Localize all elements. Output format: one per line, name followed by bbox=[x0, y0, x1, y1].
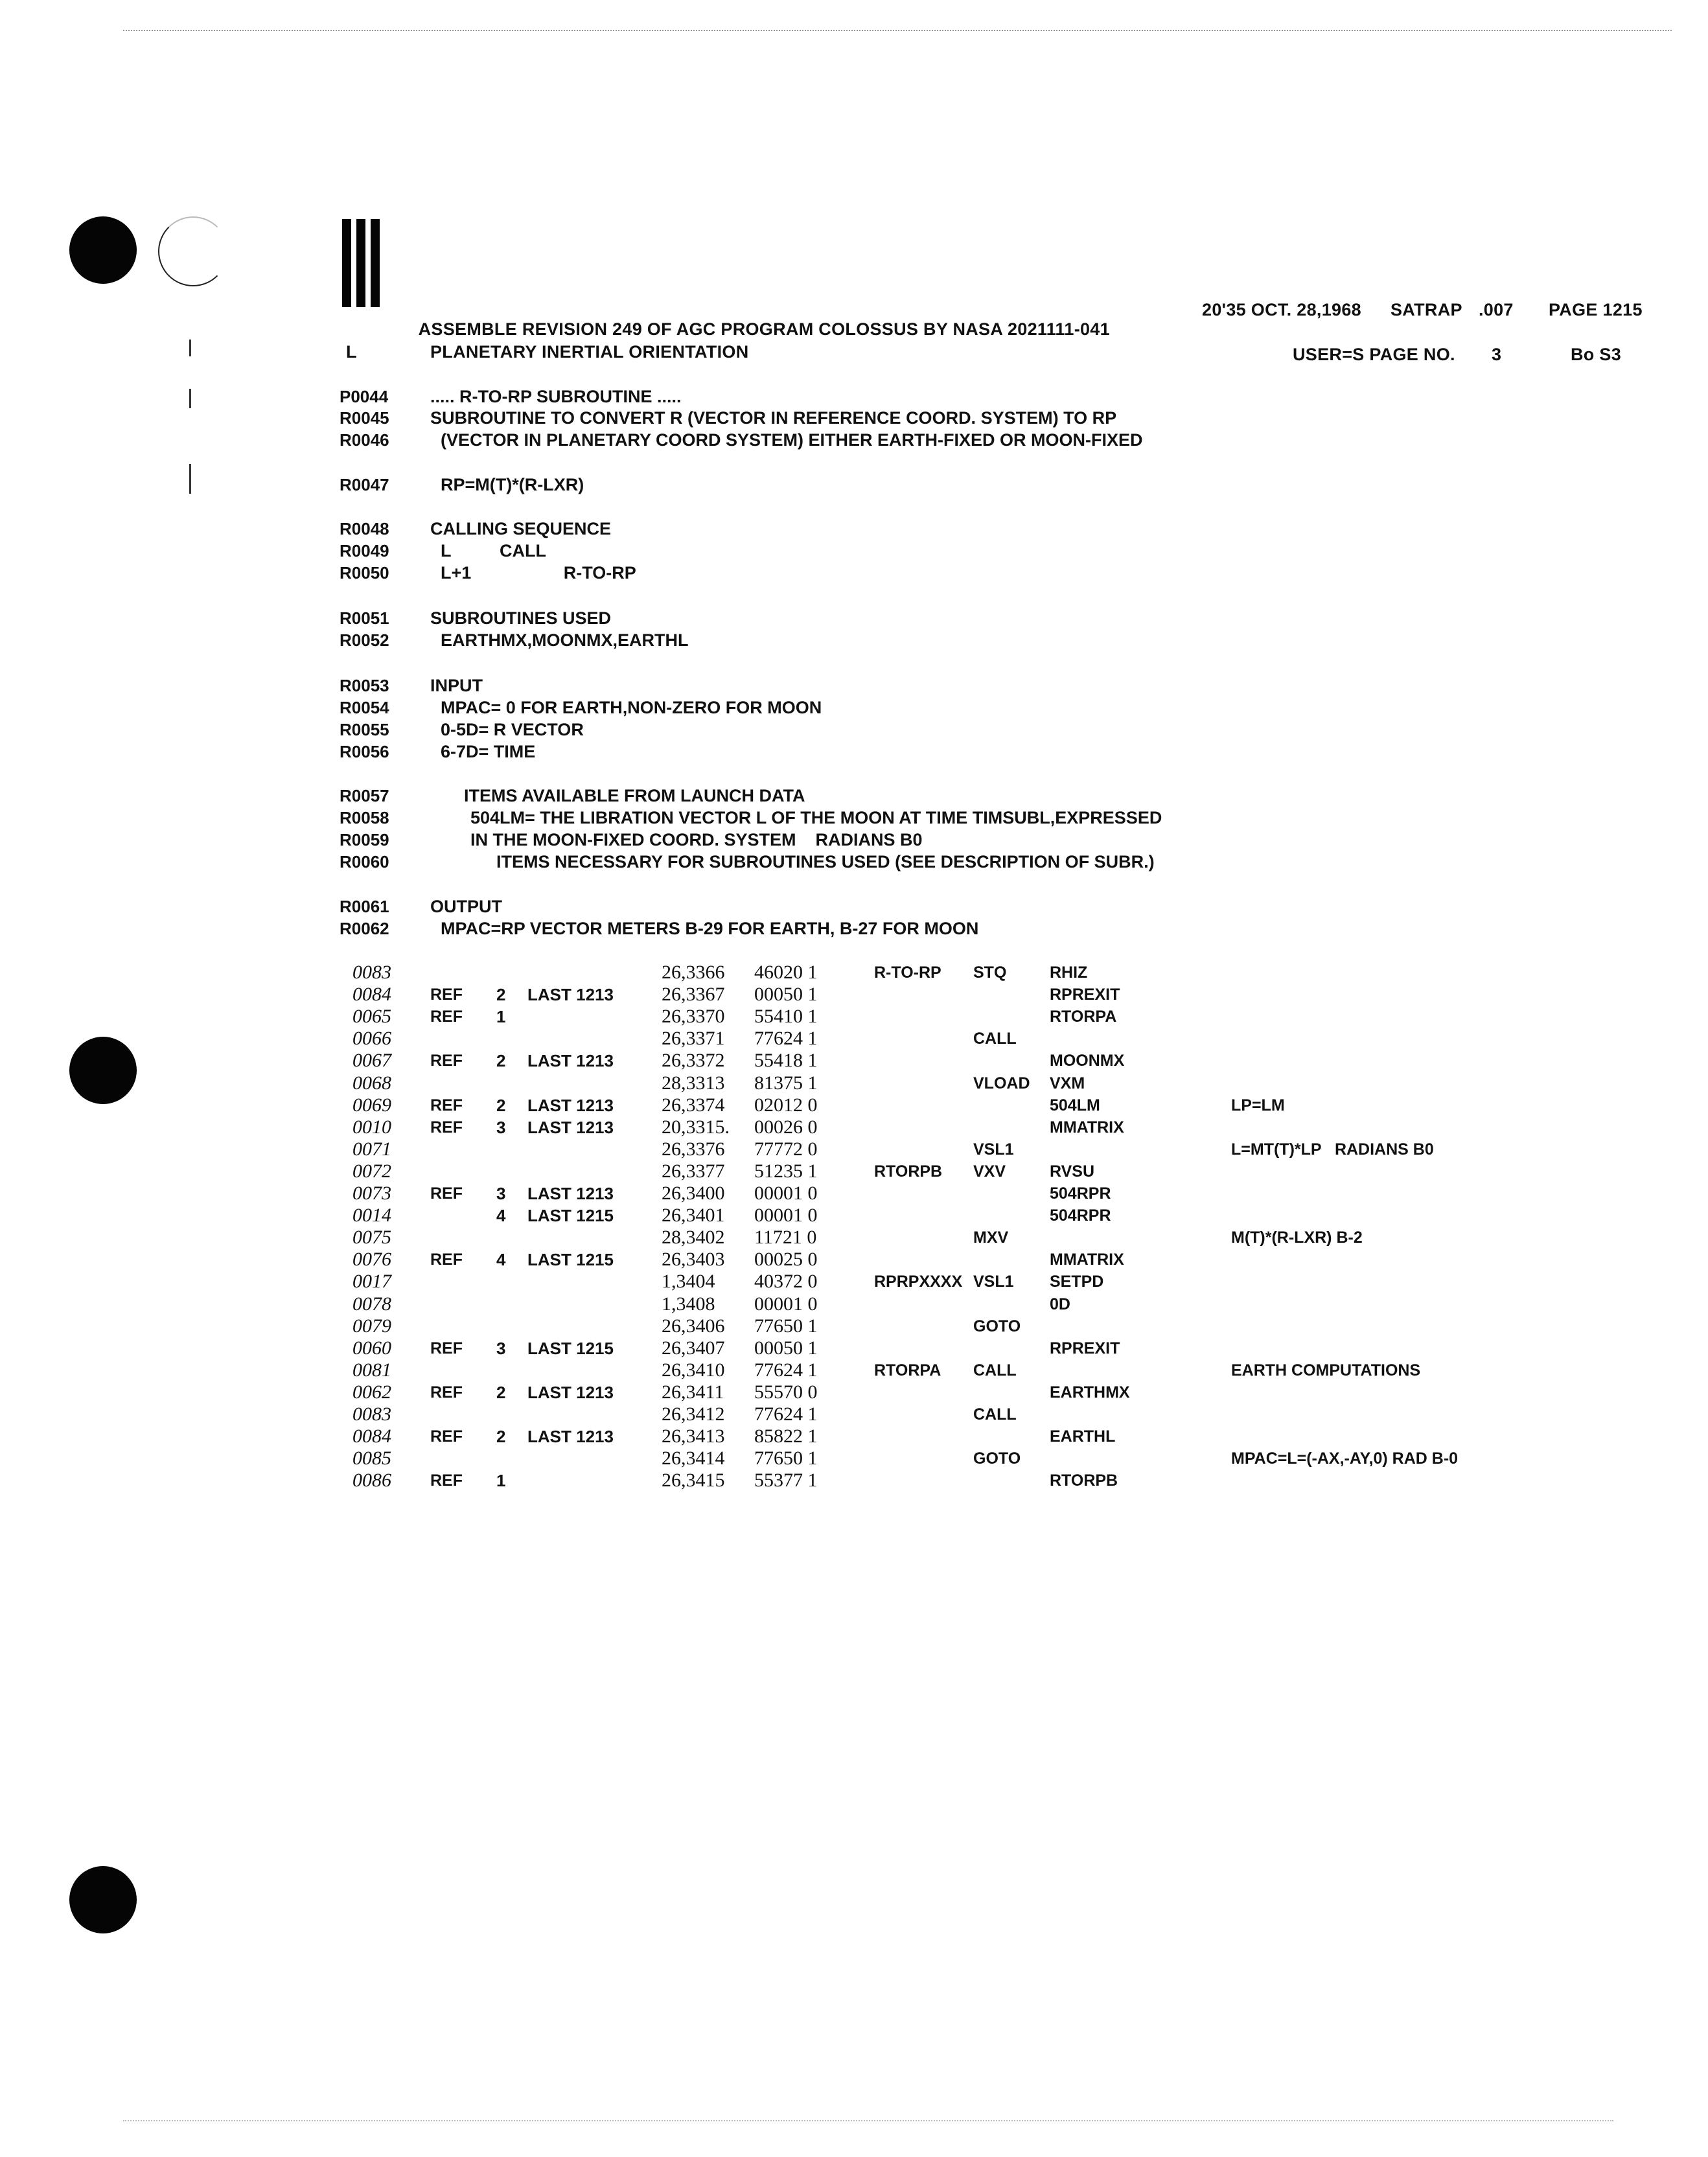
punch-hole-bottom bbox=[69, 1866, 137, 1933]
code-row bbox=[0, 1470, 1708, 1492]
octal-word: 85822 1 bbox=[754, 1425, 818, 1448]
address: 1,3408 bbox=[662, 1293, 715, 1315]
operand: RHIZ bbox=[1050, 963, 1088, 982]
remark-seq: R0060 bbox=[340, 852, 389, 871]
last-page: LAST 1215 bbox=[527, 1206, 614, 1226]
section-letter: L bbox=[346, 342, 357, 362]
address: 26,3413 bbox=[662, 1425, 725, 1448]
octal-word: 77772 0 bbox=[754, 1138, 818, 1160]
remark-seq: R0058 bbox=[340, 808, 389, 827]
remark-text: IN THE MOON-FIXED COORD. SYSTEM RADIANS B0 bbox=[470, 830, 923, 849]
last-page: LAST 1213 bbox=[527, 1117, 614, 1137]
remark-text: MPAC=RP VECTOR METERS B-29 FOR EARTH, B-27 FOR MOON bbox=[441, 919, 979, 938]
address: 28,3313 bbox=[662, 1072, 725, 1094]
address: 26,3376 bbox=[662, 1138, 725, 1160]
remark-seq: R0049 bbox=[340, 541, 389, 560]
opcode: CALL bbox=[973, 1030, 1017, 1048]
octal-word: 55377 1 bbox=[754, 1470, 818, 1492]
line-seq: 0017 bbox=[352, 1271, 391, 1293]
code-row bbox=[0, 1205, 1708, 1227]
line-seq: 0014 bbox=[352, 1205, 391, 1227]
line-seq: 0010 bbox=[352, 1116, 391, 1138]
ref-count: 4 bbox=[496, 1206, 506, 1226]
code-row bbox=[0, 1116, 1708, 1138]
remark-seq: R0057 bbox=[340, 786, 389, 805]
remark-seq: R0047 bbox=[340, 475, 389, 494]
line-seq: 0060 bbox=[352, 1337, 391, 1359]
code-row bbox=[0, 1425, 1708, 1448]
octal-word: 11721 0 bbox=[754, 1227, 817, 1249]
code-row bbox=[0, 1138, 1708, 1160]
address: 26,3412 bbox=[662, 1403, 725, 1425]
operand: VXM bbox=[1050, 1074, 1085, 1092]
line-seq: 0076 bbox=[352, 1249, 391, 1271]
ref-flag: REF bbox=[430, 986, 463, 1004]
last-page: LAST 1215 bbox=[527, 1250, 614, 1270]
ref-flag: REF bbox=[430, 1008, 463, 1026]
octal-word: 00001 0 bbox=[754, 1205, 818, 1227]
comment: LP=LM bbox=[1231, 1096, 1285, 1114]
remark-text: 6-7D= TIME bbox=[441, 742, 536, 761]
ref-flag: REF bbox=[430, 1118, 463, 1136]
code-row bbox=[0, 1315, 1708, 1337]
address: 26,3414 bbox=[662, 1448, 725, 1470]
line-seq: 0083 bbox=[352, 962, 391, 983]
address: 26,3370 bbox=[662, 1006, 725, 1028]
ref-count: 1 bbox=[496, 1007, 506, 1027]
operand: RPREXIT bbox=[1050, 986, 1120, 1004]
opcode: MXV bbox=[973, 1228, 1009, 1247]
operand: SETPD bbox=[1050, 1273, 1104, 1291]
remark-seq: R0050 bbox=[340, 563, 389, 583]
line-seq: 0084 bbox=[352, 1425, 391, 1448]
last-page: LAST 1213 bbox=[527, 985, 614, 1005]
remark-text: SUBROUTINE TO CONVERT R (VECTOR IN REFERENCE COORD. SYSTEM) TO RP bbox=[430, 408, 1117, 428]
opcode: CALL bbox=[973, 1405, 1017, 1424]
satrap-label: SATRAP bbox=[1391, 300, 1462, 319]
last-page: LAST 1215 bbox=[527, 1338, 614, 1358]
code-row bbox=[0, 1050, 1708, 1072]
ref-flag: REF bbox=[430, 1052, 463, 1070]
remark-text: ..... R-TO-RP SUBROUTINE ..... bbox=[430, 387, 682, 406]
remark-text: MPAC= 0 FOR EARTH,NON-ZERO FOR MOON bbox=[441, 698, 822, 717]
label: RTORPA bbox=[874, 1361, 941, 1379]
opcode: GOTO bbox=[973, 1317, 1021, 1335]
remark-seq: R0048 bbox=[340, 519, 389, 538]
page-edge-bottom bbox=[123, 2120, 1613, 2121]
octal-word: 77624 1 bbox=[754, 1359, 818, 1381]
code-row bbox=[0, 962, 1708, 984]
address: 26,3401 bbox=[662, 1205, 725, 1227]
octal-word: 51235 1 bbox=[754, 1160, 818, 1182]
remark-text: L+1 R-TO-RP bbox=[441, 563, 636, 583]
version-label: .007 bbox=[1479, 300, 1514, 319]
ref-count: 4 bbox=[496, 1250, 506, 1270]
address: 26,3415 bbox=[662, 1470, 725, 1492]
octal-word: 81375 1 bbox=[754, 1072, 818, 1094]
address: 26,3374 bbox=[662, 1094, 725, 1116]
page-edge-top bbox=[123, 30, 1672, 31]
assembly-date: 20'35 OCT. 28,1968 bbox=[1202, 300, 1361, 319]
remark-text: CALLING SEQUENCE bbox=[430, 519, 612, 538]
address: 26,3400 bbox=[662, 1182, 725, 1204]
line-seq: 0066 bbox=[352, 1028, 391, 1050]
remark-seq: R0052 bbox=[340, 630, 389, 650]
octal-word: 00050 1 bbox=[754, 984, 818, 1006]
ref-count: 2 bbox=[496, 1382, 506, 1402]
operand: 0D bbox=[1050, 1295, 1070, 1313]
remark-text: L CALL bbox=[441, 541, 547, 560]
last-page: LAST 1213 bbox=[527, 1184, 614, 1203]
line-seq: 0072 bbox=[352, 1160, 391, 1182]
remark-text: RP=M(T)*(R-LXR) bbox=[441, 475, 584, 494]
ref-flag: REF bbox=[430, 1096, 463, 1114]
line-seq: 0079 bbox=[352, 1315, 391, 1337]
address: 26,3410 bbox=[662, 1359, 725, 1381]
operand: EARTHMX bbox=[1050, 1383, 1130, 1401]
remark-text: OUTPUT bbox=[430, 897, 502, 916]
operand: RPREXIT bbox=[1050, 1339, 1120, 1357]
ref-flag: REF bbox=[430, 1184, 463, 1203]
comment: L=MT(T)*LP RADIANS B0 bbox=[1231, 1140, 1434, 1159]
user-page-number: 3 bbox=[1492, 345, 1502, 364]
remark-seq: R0059 bbox=[340, 830, 389, 849]
code-row bbox=[0, 1227, 1708, 1249]
code-row bbox=[0, 1072, 1708, 1094]
ref-flag: REF bbox=[430, 1339, 463, 1357]
comment: MPAC=L=(-AX,-AY,0) RAD B-0 bbox=[1231, 1449, 1459, 1468]
address: 26,3411 bbox=[662, 1381, 724, 1403]
page-number: PAGE 1215 bbox=[1549, 300, 1643, 319]
ref-count: 2 bbox=[496, 1051, 506, 1071]
section-title: PLANETARY INERTIAL ORIENTATION bbox=[430, 342, 749, 362]
octal-word: 77650 1 bbox=[754, 1315, 818, 1337]
remark-seq: R0046 bbox=[340, 430, 389, 450]
remark-seq: R0056 bbox=[340, 742, 389, 761]
address: 26,3407 bbox=[662, 1337, 725, 1359]
remark-seq: R0045 bbox=[340, 408, 389, 428]
octal-word: 55418 1 bbox=[754, 1050, 818, 1072]
octal-word: 00001 0 bbox=[754, 1293, 818, 1315]
line-seq: 0065 bbox=[352, 1006, 391, 1028]
remark-seq: R0061 bbox=[340, 897, 389, 916]
line-seq: 0083 bbox=[352, 1403, 391, 1425]
code-row bbox=[0, 1359, 1708, 1381]
line-seq: 0086 bbox=[352, 1470, 391, 1492]
opcode: CALL bbox=[973, 1361, 1017, 1379]
line-seq: 0075 bbox=[352, 1227, 391, 1249]
ref-count: 2 bbox=[496, 1095, 506, 1115]
opcode: VSL1 bbox=[973, 1273, 1014, 1291]
operand: MMATRIX bbox=[1050, 1118, 1124, 1136]
opcode: VSL1 bbox=[973, 1140, 1014, 1159]
octal-word: 02012 0 bbox=[754, 1094, 818, 1116]
address: 26,3366 bbox=[662, 962, 725, 983]
label: R-TO-RP bbox=[874, 963, 941, 982]
address: 26,3371 bbox=[662, 1028, 725, 1050]
line-seq: 0062 bbox=[352, 1381, 391, 1403]
operand: EARTHL bbox=[1050, 1427, 1116, 1446]
octal-word: 40372 0 bbox=[754, 1271, 818, 1293]
octal-word: 77624 1 bbox=[754, 1028, 818, 1050]
octal-word: 00001 0 bbox=[754, 1182, 818, 1204]
line-seq: 0071 bbox=[352, 1138, 391, 1160]
line-seq: 0084 bbox=[352, 984, 391, 1006]
octal-word: 77624 1 bbox=[754, 1403, 818, 1425]
opcode: VLOAD bbox=[973, 1074, 1030, 1092]
code-row bbox=[0, 1337, 1708, 1359]
code-row bbox=[0, 1094, 1708, 1116]
ref-count: 3 bbox=[496, 1184, 506, 1203]
code-row bbox=[0, 1182, 1708, 1205]
assembly-title-text: ASSEMBLE REVISION 249 OF AGC PROGRAM COLOSSUS BY NASA 2021111-041 bbox=[418, 319, 1110, 339]
remark-seq: P0044 bbox=[340, 387, 389, 406]
code-row bbox=[0, 1271, 1708, 1293]
line-seq: 0068 bbox=[352, 1072, 391, 1094]
code-row bbox=[0, 1448, 1708, 1470]
line-seq: 0081 bbox=[352, 1359, 391, 1381]
ref-flag: REF bbox=[430, 1471, 463, 1490]
label: RTORPB bbox=[874, 1162, 943, 1181]
code-row bbox=[0, 1381, 1708, 1403]
code-row bbox=[0, 1293, 1708, 1315]
opcode: STQ bbox=[973, 963, 1007, 982]
assembly-title bbox=[343, 300, 1110, 339]
last-page: LAST 1213 bbox=[527, 1382, 614, 1402]
octal-word: 55570 0 bbox=[754, 1381, 818, 1403]
margin-tick bbox=[189, 340, 191, 356]
remark-seq: R0051 bbox=[340, 608, 389, 628]
operand: RVSU bbox=[1050, 1162, 1095, 1181]
remark-text: SUBROUTINES USED bbox=[430, 608, 612, 628]
ref-count: 2 bbox=[496, 985, 506, 1005]
octal-word: 00026 0 bbox=[754, 1116, 818, 1138]
ref-count: 2 bbox=[496, 1427, 506, 1447]
code-row bbox=[0, 1028, 1708, 1050]
remark-text: ITEMS AVAILABLE FROM LAUNCH DATA bbox=[464, 786, 805, 805]
address: 28,3402 bbox=[662, 1227, 725, 1249]
header-bar-mark bbox=[342, 219, 380, 307]
remark-text: INPUT bbox=[430, 676, 483, 695]
last-page: LAST 1213 bbox=[527, 1051, 614, 1071]
ref-flag: REF bbox=[430, 1383, 463, 1401]
label: RPRPXXXX bbox=[874, 1273, 963, 1291]
remark-text: 504LM= THE LIBRATION VECTOR L OF THE MOON AT TIME TIMSUBL,EXPRESSED bbox=[470, 808, 1162, 827]
address: 26,3377 bbox=[662, 1160, 725, 1182]
line-seq: 0085 bbox=[352, 1448, 391, 1470]
address: 26,3372 bbox=[662, 1050, 725, 1072]
remark-text: (VECTOR IN PLANETARY COORD SYSTEM) EITHER EARTH-FIXED OR MOON-FIXED bbox=[441, 430, 1143, 450]
remark-text: ITEMS NECESSARY FOR SUBROUTINES USED (SEE DESCRIPTION OF SUBR.) bbox=[496, 852, 1155, 871]
remark-seq: R0053 bbox=[340, 676, 389, 695]
remark-seq: R0062 bbox=[340, 919, 389, 938]
line-seq: 0069 bbox=[352, 1094, 391, 1116]
code-row bbox=[0, 984, 1708, 1006]
address: 26,3403 bbox=[662, 1249, 725, 1271]
address: 1,3404 bbox=[662, 1271, 715, 1293]
ref-count: 1 bbox=[496, 1471, 506, 1491]
code-row bbox=[0, 1006, 1708, 1028]
last-page: LAST 1213 bbox=[527, 1095, 614, 1115]
line-seq: 0078 bbox=[352, 1293, 391, 1315]
remark-text: 0-5D= R VECTOR bbox=[441, 720, 584, 739]
line-seq: 0073 bbox=[352, 1182, 391, 1204]
address: 20,3315. bbox=[662, 1116, 730, 1138]
line-seq: 0067 bbox=[352, 1050, 391, 1072]
comment: EARTH COMPUTATIONS bbox=[1231, 1361, 1421, 1379]
ref-flag: REF bbox=[430, 1427, 463, 1446]
code-row bbox=[0, 1249, 1708, 1271]
ref-count: 3 bbox=[496, 1117, 506, 1137]
octal-word: 77650 1 bbox=[754, 1448, 818, 1470]
address: 26,3406 bbox=[662, 1315, 725, 1337]
operand: MOONMX bbox=[1050, 1052, 1125, 1070]
octal-word: 46020 1 bbox=[754, 962, 818, 983]
punch-hole-ghost-top bbox=[158, 216, 228, 286]
operand: RTORPA bbox=[1050, 1008, 1117, 1026]
code-row bbox=[0, 1160, 1708, 1182]
remark-seq: R0055 bbox=[340, 720, 389, 739]
octal-word: 00050 1 bbox=[754, 1337, 818, 1359]
octal-word: 55410 1 bbox=[754, 1006, 818, 1028]
ref-count: 3 bbox=[496, 1338, 506, 1358]
operand: 504RPR bbox=[1050, 1206, 1111, 1225]
operand: 504LM bbox=[1050, 1096, 1100, 1114]
punch-hole-top bbox=[69, 216, 137, 284]
octal-word: 00025 0 bbox=[754, 1249, 818, 1271]
user-page-label: USER=S PAGE NO. bbox=[1293, 345, 1455, 364]
address: 26,3367 bbox=[662, 984, 725, 1006]
opcode: VXV bbox=[973, 1162, 1006, 1181]
margin-tick bbox=[189, 464, 191, 494]
bo-code: Bo S3 bbox=[1571, 345, 1622, 364]
operand: RTORPB bbox=[1050, 1471, 1118, 1490]
margin-tick bbox=[189, 389, 191, 408]
last-page: LAST 1213 bbox=[527, 1427, 614, 1447]
operand: MMATRIX bbox=[1050, 1251, 1124, 1269]
opcode: GOTO bbox=[973, 1449, 1021, 1468]
remark-seq: R0054 bbox=[340, 698, 389, 717]
comment: M(T)*(R-LXR) B-2 bbox=[1231, 1228, 1363, 1247]
code-row bbox=[0, 1403, 1708, 1425]
remark-text: EARTHMX,MOONMX,EARTHL bbox=[441, 630, 689, 650]
ref-flag: REF bbox=[430, 1251, 463, 1269]
operand: 504RPR bbox=[1050, 1184, 1111, 1203]
